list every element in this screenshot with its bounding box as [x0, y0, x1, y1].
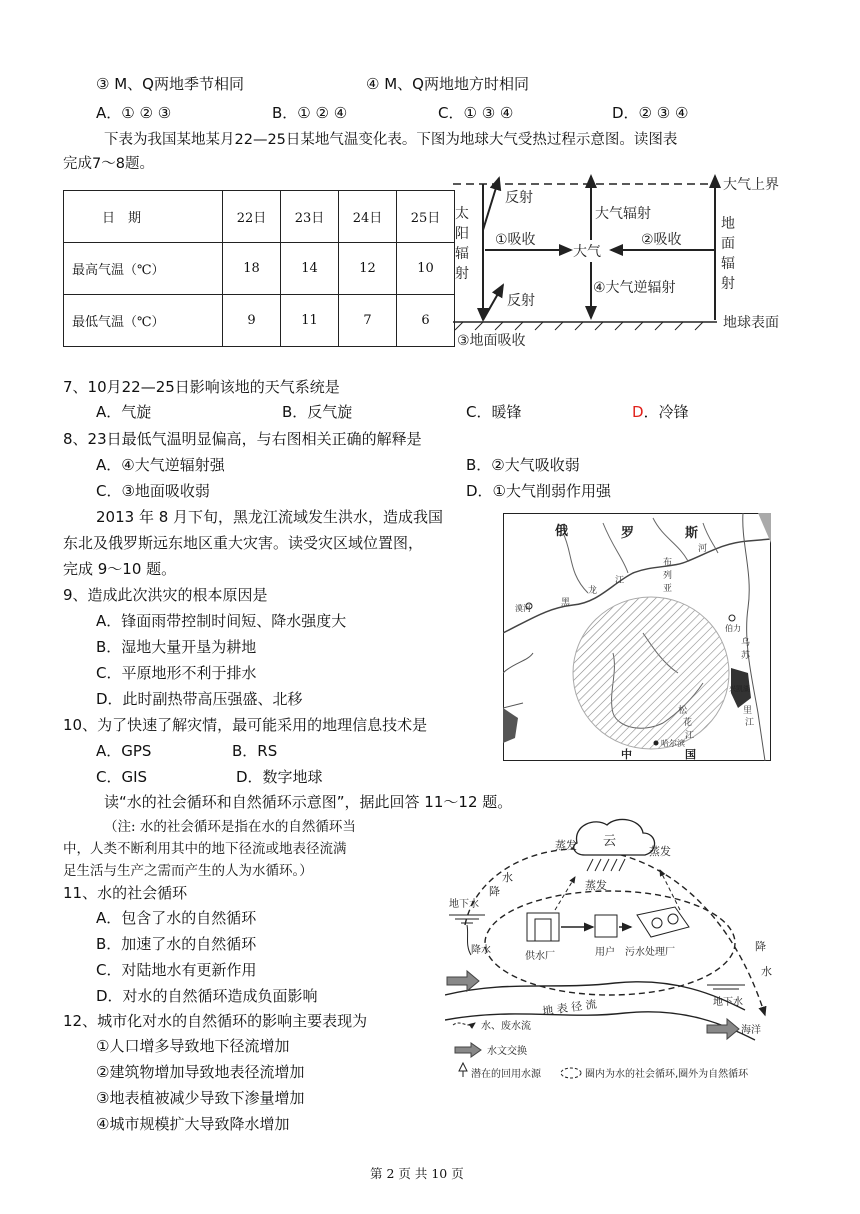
map-label-khanka: 兴凯湖: [729, 685, 750, 693]
q9-choice-a: A．锋面雨带控制时间短、降水强度大: [96, 612, 347, 630]
table-header: 23日: [281, 191, 339, 243]
q10-choice-a: A．GPS: [96, 742, 152, 760]
q12-option-4: ④城市规模扩大导致降水增加: [96, 1115, 290, 1133]
ocean-label: 海洋: [741, 1025, 761, 1036]
map-river-char: 布: [663, 558, 673, 568]
solar-radiation-char: 辐: [455, 246, 469, 262]
q9-choice-c: C．平原地形不利于排水: [96, 664, 257, 682]
q9-choice-b: B．湿地大量开垦为耕地: [96, 638, 257, 656]
evaporation-label: 蒸发: [555, 839, 577, 852]
solar-radiation-char: 阳: [455, 226, 469, 242]
precip-right-char: 降: [755, 940, 766, 953]
map-river-char: 河: [698, 544, 708, 554]
map-label-harbin: 哈尔滨: [661, 739, 685, 748]
q9-stem: 9、造成此次洪灾的根本原因是: [63, 586, 268, 604]
map-label-russia: 斯: [685, 526, 699, 541]
atmosphere-top-label: 大气上界: [723, 177, 779, 193]
ground-radiation-char: 射: [721, 276, 735, 292]
map-river-char: 江: [615, 576, 625, 586]
ground-radiation-char: 面: [721, 236, 735, 252]
map-river-char: 松: [678, 706, 688, 716]
solar-radiation-char: 射: [455, 266, 469, 282]
q7-choice-b: B．反气旋: [282, 403, 353, 421]
q6-choice-b: B．① ② ④: [272, 104, 348, 122]
q8-choice-d: D．①大气削弱作用强: [466, 482, 611, 500]
precip-top-char: 水: [502, 871, 513, 884]
note-line2: 中，人类不断利用其中的地下径流或地表径流满: [63, 841, 347, 857]
table-cell: 9: [223, 295, 281, 347]
flood-region-map: [503, 513, 771, 761]
table-cell: 11: [281, 295, 339, 347]
q7-choice-d: [632, 402, 689, 422]
legend-exchange-label: 水文交换: [487, 1046, 527, 1057]
q6-choice-d: D．② ③ ④: [612, 104, 689, 122]
q10-stem: 10、为了快速了解灾情，最可能采用的地理信息技术是: [63, 716, 428, 734]
q11-choice-a: A．包含了水的自然循环: [96, 909, 257, 927]
q9-choice-d: D．此时副热带高压强盛、北移: [96, 690, 303, 708]
intro-7-8-line2: 完成7～8题。: [63, 156, 154, 172]
q6-choice-c: C．① ③ ④: [438, 104, 514, 122]
ground-radiation-char: 辐: [721, 256, 735, 272]
map-label-russia: 罗: [621, 526, 635, 541]
groundwater-label: 地下水: [449, 899, 479, 910]
page-footer: 第 2 页 共 10 页: [370, 1166, 464, 1181]
q11-choice-c: C．对陆地水有更新作用: [96, 961, 257, 979]
table-header: 25日: [397, 191, 455, 243]
user-label: 用户: [595, 947, 615, 958]
map-label-russia: 俄: [555, 524, 569, 539]
map-label-khabarovsk: 伯力: [725, 624, 741, 633]
water-plant-icon: [527, 913, 559, 941]
map-river-char: 花: [683, 718, 693, 728]
counter-radiation-label: ④大气逆辐射: [593, 280, 676, 296]
table-cell: 18: [223, 243, 281, 295]
map-river-char: 江: [745, 718, 755, 728]
solar-radiation-char: 太: [455, 206, 469, 222]
q6-option-4: ④ M、Q两地地方时相同: [366, 75, 529, 93]
table-header: 22日: [223, 191, 281, 243]
table-cell: 10: [397, 243, 455, 295]
note-line3: 足生活与生产之需而产生的人为水循环。）: [63, 863, 313, 879]
q8-choice-a: A．④大气逆辐射强: [96, 456, 225, 474]
precip-right-char: 水: [761, 965, 772, 978]
q10-choice-b: B．RS: [232, 742, 278, 760]
q6-option-3: ③ M、Q两地季节相同: [96, 75, 244, 93]
absorb-2-label: ②吸收: [641, 232, 682, 248]
legend-reuse-label: 潜在的回用水源: [471, 1069, 541, 1080]
map-river-char: 里: [743, 706, 753, 716]
q7-choice-a: A．气旋: [96, 403, 152, 421]
ground-radiation-char: 地: [721, 216, 735, 232]
q12-option-2: ②建筑物增加导致地表径流增加: [96, 1063, 305, 1081]
note-line1: （注: 水的社会循环是指在水的自然循环当: [104, 819, 356, 835]
earth-surface-label: 地球表面: [723, 315, 779, 331]
absorb-1-label: ①吸收: [495, 232, 536, 248]
precipitation-label: 降水: [471, 945, 491, 956]
q12-option-1: ①人口增多导致地下径流增加: [96, 1037, 290, 1055]
water-cycle-diagram: [445, 815, 790, 1095]
table-cell: 14: [281, 243, 339, 295]
table-cell: 12: [339, 243, 397, 295]
atmos-radiation-label: 大气辐射: [595, 206, 651, 222]
user-icon: [595, 915, 617, 937]
table-header: 24日: [339, 191, 397, 243]
table-header-row: [64, 191, 455, 243]
q8-choice-c: C．③地面吸收弱: [96, 482, 210, 500]
atmosphere-label: 大气: [573, 244, 601, 260]
groundwater-label: 地下水: [713, 997, 743, 1008]
intro-9-10-line3: 完成 9～10 题。: [63, 560, 177, 578]
runoff-label: 地 表 径 流: [541, 997, 598, 1018]
map-river-char: 苏: [741, 651, 751, 661]
ground-absorb-label: ③地面吸收: [457, 333, 526, 349]
legend-flow-label: 水、废水流: [481, 1021, 531, 1032]
map-river-char: 列: [663, 571, 673, 581]
q11-choice-b: B．加速了水的自然循环: [96, 935, 257, 953]
reuse-source-icon: [459, 1063, 467, 1077]
q7-choice-d-text: ．冷锋: [643, 403, 689, 421]
evaporation-label: 蒸发: [649, 845, 671, 858]
map-label-china: 国: [685, 748, 696, 761]
map-river-char: 乌: [741, 638, 751, 648]
intro-7-8-line1: 下表为我国某地某月22—25日某地气温变化表。下图为地球大气受热过程示意图。读图表: [104, 132, 678, 148]
q7-answer-letter: D: [632, 403, 644, 421]
reflect-top-label: 反射: [505, 190, 533, 206]
temperature-table: [63, 190, 455, 347]
q12-stem: 12、城市化对水的自然循环的影响主要表现为: [63, 1012, 368, 1030]
table-row: [64, 295, 455, 347]
q10-choice-d: D．数字地球: [236, 768, 323, 786]
map-label-china: 中: [621, 748, 632, 761]
map-river-char: 江: [685, 731, 695, 741]
q8-stem: 8、23日最低气温明显偏高，与右图相关正确的解释是: [63, 430, 422, 448]
precip-top-char: 降: [489, 885, 500, 898]
reflect-bottom-label: 反射: [507, 293, 535, 309]
treatment-plant-label: 污水处理厂: [625, 947, 675, 958]
water-plant-label: 供水厂: [525, 951, 555, 962]
q8-choice-b: B．②大气吸收弱: [466, 456, 580, 474]
q11-choice-d: D．对水的自然循环造成负面影响: [96, 987, 318, 1005]
cloud-label: 云: [603, 834, 617, 849]
q12-option-3: ③地表植被减少导致下渗量增加: [96, 1089, 305, 1107]
q10-choice-c: C．GIS: [96, 768, 148, 786]
intro-9-10-line2: 东北及俄罗斯远东地区重大灾害。读受灾区域位置图，: [63, 534, 424, 552]
map-river-char: 亚: [663, 584, 673, 594]
atmosphere-heating-diagram: [445, 170, 800, 350]
legend-circle-label: 圈内为水的社会循环,圈外为自然循环: [585, 1069, 749, 1080]
table-cell: 6: [397, 295, 455, 347]
table-cell: 最低气温（℃）: [64, 295, 223, 347]
q11-stem: 11、水的社会循环: [63, 884, 188, 902]
intro-9-10-line1: 2013 年 8 月下旬，黑龙江流域发生洪水，造成我国: [96, 508, 444, 526]
map-river-char: 黑: [561, 598, 571, 608]
table-row: [64, 243, 455, 295]
intro-11-12-line1: 读“水的社会循环和自然循环示意图”，据此回答 11～12 题。: [104, 793, 513, 811]
map-river-char: 龙: [588, 586, 598, 596]
q7-stem: 7、10月22—25日影响该地的天气系统是: [63, 378, 340, 396]
map-label-mohe: 漠河: [515, 604, 531, 613]
q7-choice-c: C．暖锋: [466, 403, 522, 421]
evaporation-label: 蒸发: [585, 879, 607, 892]
table-header: 日 期: [64, 191, 223, 243]
table-cell: 7: [339, 295, 397, 347]
q6-choice-a: A．① ② ③: [96, 104, 172, 122]
table-cell: 最高气温（℃）: [64, 243, 223, 295]
treatment-plant-icon: [637, 907, 689, 937]
